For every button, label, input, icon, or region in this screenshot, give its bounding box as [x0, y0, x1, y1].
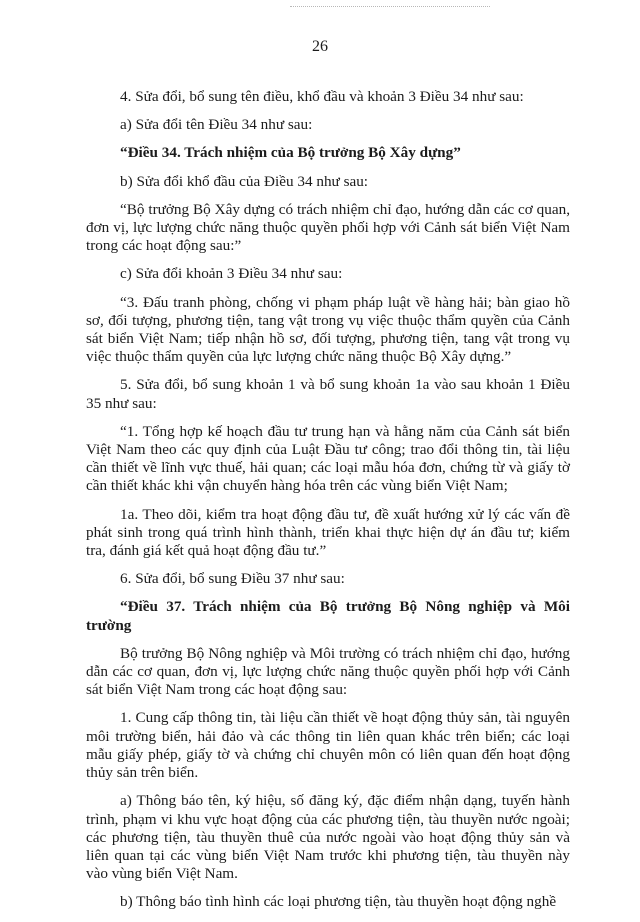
paragraph-article-37-clause-1: 1. Cung cấp thông tin, tài liệu cần thiết về hoạt động thủy sản, tài nguyên môi trường biển, hải đảo và các thông tin liên quan khác trên biển; các loại mẫu giấy phép, giấy tờ và chứng chỉ chuyên môn có liên quan đến hoạt động thủy sản trên biển. [86, 709, 570, 782]
paragraph-amendment-6: 6. Sửa đổi, bổ sung Điều 37 như sau: [120, 570, 345, 588]
document-body [86, 88, 570, 922]
paragraph-item-b: b) Sửa đổi khổ đầu của Điều 34 như sau: [120, 172, 369, 190]
paragraph-quote-clause-1a: 1a. Theo dõi, kiểm tra hoạt động đầu tư, đề xuất hướng xử lý các vấn đề phát sinh trong quá trình hình thành, triển khai thực hiện dự án đầu tư; kiểm tra, đánh giá kết quả hoạt động đầu tư.” [86, 505, 570, 560]
paragraph-article-37-intro: Bộ trưởng Bộ Nông nghiệp và Môi trường có trách nhiệm chỉ đạo, hướng dẫn các cơ quan, đơn vị, lực lượng chức năng thuộc quyền phối hợp với Cảnh sát biển Việt Nam trong các hoạt động sau: [86, 644, 570, 699]
heading-article-34: “Điều 34. Trách nhiệm của Bộ trưởng Bộ Xây dựng” [120, 144, 461, 162]
paragraph-amendment-4: 4. Sửa đổi, bổ sung tên điều, khổ đầu và khoản 3 Điều 34 như sau: [120, 88, 524, 105]
paragraph-quote-clause-3: “3. Đấu tranh phòng, chống vi phạm pháp luật về hàng hải; bàn giao hồ sơ, đối tượng, phương tiện, tang vật trong vụ việc thuộc thẩm quyền của Cảnh sát biển Việt Nam; tiếp nhận hồ sơ, đối tượng, phương tiện, tang vật trong vụ việc thuộc thẩm quyền của lực lượng chức năng thuộc Bộ Xây dựng.” [86, 293, 570, 366]
scan-artifact [290, 6, 490, 11]
paragraph-amendment-5: 5. Sửa đổi, bổ sung khoản 1 và bổ sung khoản 1a vào sau khoản 1 Điều 35 như sau: [86, 376, 570, 412]
paragraph-quote-article-34-intro: “Bộ trưởng Bộ Xây dựng có trách nhiệm chỉ đạo, hướng dẫn các cơ quan, đơn vị, lực lượng chức năng thuộc quyền phối hợp với Cảnh sát biển Việt Nam trong các hoạt động sau:” [86, 200, 570, 255]
paragraph-item-a: a) Sửa đổi tên Điều 34 như sau: [120, 116, 313, 134]
paragraph-quote-clause-1: “1. Tổng hợp kế hoạch đầu tư trung hạn và hằng năm của Cảnh sát biển Việt Nam theo các quy định của Luật Đầu tư công; trao đổi thông tin, tài liệu cần thiết về lĩnh vực thuế, hải quan; các loại mẫu hóa đơn, chứng từ và giấy tờ cần thiết khác khi vận chuyển hàng hóa trên các vùng biển Việt Nam; [86, 422, 570, 495]
page-number: 26 [312, 38, 328, 55]
heading-article-37: “Điều 37. Trách nhiệm của Bộ trưởng Bộ Nông nghiệp và Môi trường [86, 598, 570, 634]
paragraph-article-37-item-a: a) Thông báo tên, ký hiệu, số đăng ký, đặc điểm nhận dạng, tuyến hành trình, phạm vi khu vực hoạt động của các phương tiện, tàu thuyền nước ngoài; các phương tiện, tàu thuyền thuê của nước ngoài vào hoạt động thủy sản và liên quan tại các vùng biển Việt Nam trước khi phương tiện, tàu thuyền này vào vùng biển Việt Nam. [86, 792, 570, 883]
paragraph-item-c: c) Sửa đổi khoản 3 Điều 34 như sau: [120, 265, 343, 283]
paragraph-article-37-item-b: b) Thông báo tình hình các loại phương tiện, tàu thuyền hoạt động nghề [120, 893, 557, 911]
